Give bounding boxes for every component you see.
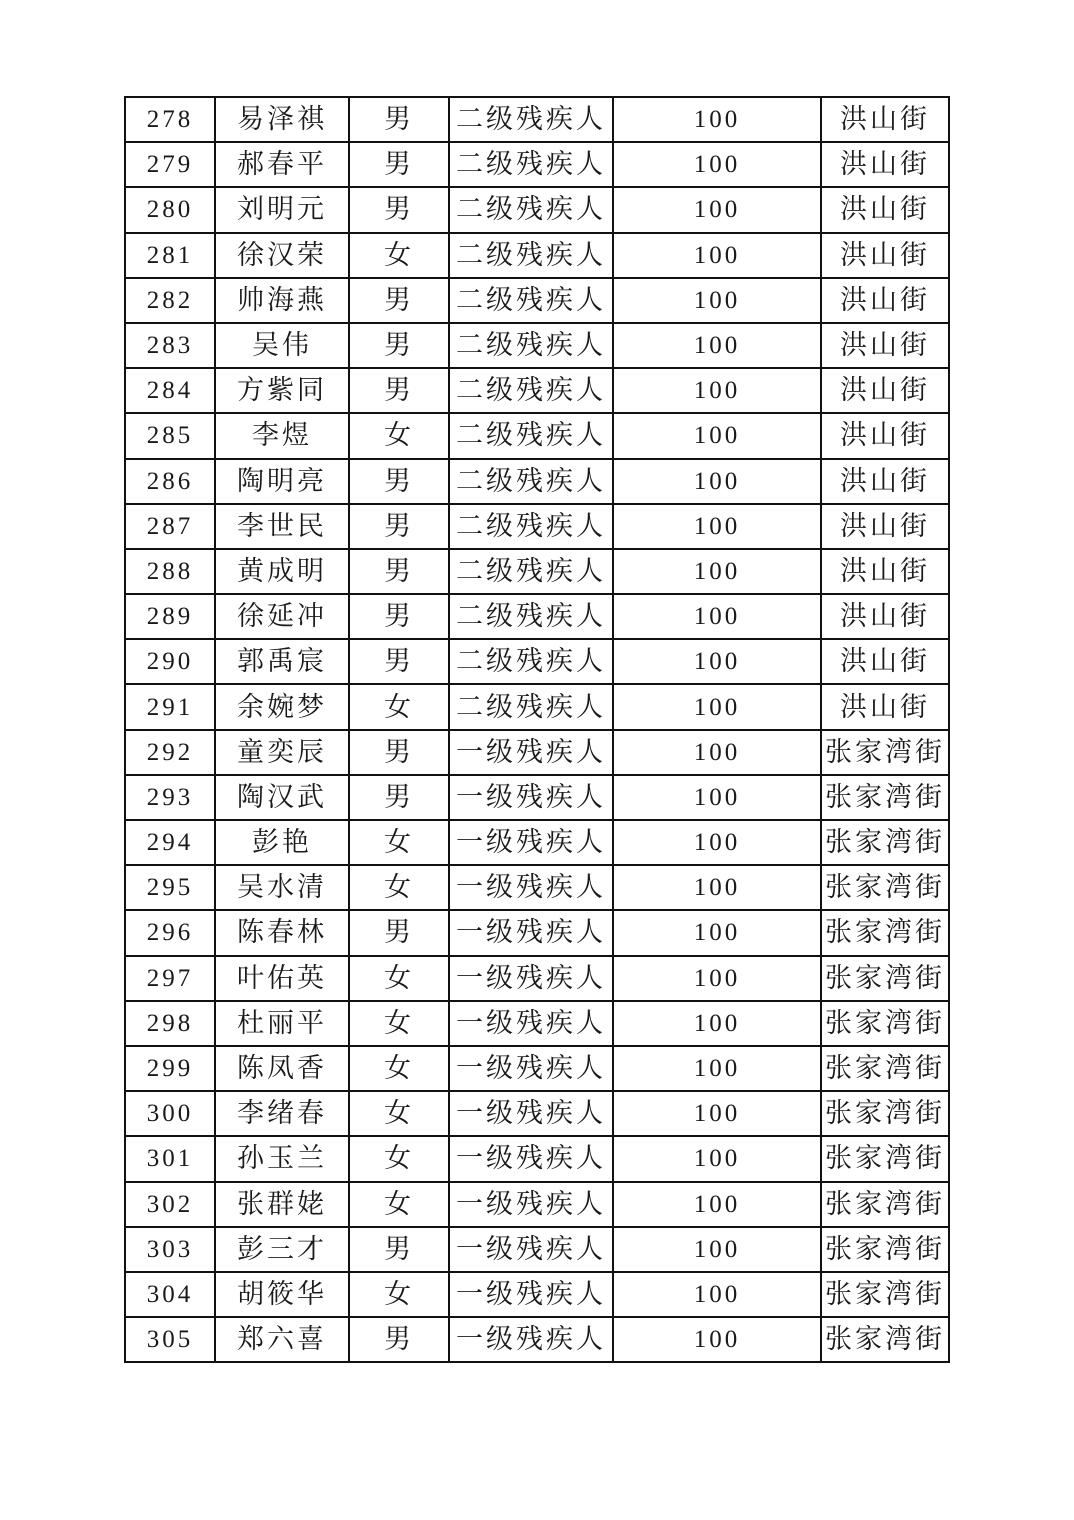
amount-cell: 100 bbox=[613, 594, 821, 639]
amount-cell: 100 bbox=[613, 1227, 821, 1272]
gender-cell: 男 bbox=[349, 504, 449, 549]
street-cell: 洪山街 bbox=[821, 459, 949, 504]
row-number-cell: 302 bbox=[125, 1182, 215, 1227]
gender-cell: 女 bbox=[349, 233, 449, 278]
amount-cell: 100 bbox=[613, 142, 821, 187]
table-row bbox=[125, 820, 949, 865]
roster-body bbox=[125, 97, 949, 1362]
table-row bbox=[125, 1227, 949, 1272]
gender-cell: 男 bbox=[349, 639, 449, 684]
table-row bbox=[125, 1001, 949, 1046]
person-name-cell: 李绪春 bbox=[215, 1091, 349, 1136]
person-name-cell: 郝春平 bbox=[215, 142, 349, 187]
person-name-cell: 刘明元 bbox=[215, 187, 349, 232]
person-name-cell: 徐延冲 bbox=[215, 594, 349, 639]
disability-level-cell: 二级残疾人 bbox=[449, 368, 613, 413]
person-name-cell: 彭艳 bbox=[215, 820, 349, 865]
amount-cell: 100 bbox=[613, 187, 821, 232]
person-name-cell: 陶明亮 bbox=[215, 459, 349, 504]
street-cell: 张家湾街 bbox=[821, 730, 949, 775]
disability-level-cell: 一级残疾人 bbox=[449, 956, 613, 1001]
table-row bbox=[125, 956, 949, 1001]
disability-level-cell: 二级残疾人 bbox=[449, 323, 613, 368]
row-number-cell: 298 bbox=[125, 1001, 215, 1046]
row-number-cell: 285 bbox=[125, 413, 215, 458]
gender-cell: 男 bbox=[349, 775, 449, 820]
table-row bbox=[125, 1136, 949, 1181]
person-name-cell: 吴伟 bbox=[215, 323, 349, 368]
gender-cell: 男 bbox=[349, 323, 449, 368]
gender-cell: 女 bbox=[349, 1136, 449, 1181]
person-name-cell: 张群姥 bbox=[215, 1182, 349, 1227]
street-cell: 洪山街 bbox=[821, 187, 949, 232]
row-number-cell: 283 bbox=[125, 323, 215, 368]
person-name-cell: 帅海燕 bbox=[215, 278, 349, 323]
roster-table bbox=[124, 96, 950, 1363]
row-number-cell: 304 bbox=[125, 1272, 215, 1317]
person-name-cell: 童奕辰 bbox=[215, 730, 349, 775]
amount-cell: 100 bbox=[613, 910, 821, 955]
table-row bbox=[125, 730, 949, 775]
table-row bbox=[125, 459, 949, 504]
table-row bbox=[125, 233, 949, 278]
amount-cell: 100 bbox=[613, 1272, 821, 1317]
disability-level-cell: 一级残疾人 bbox=[449, 1272, 613, 1317]
disability-level-cell: 二级残疾人 bbox=[449, 594, 613, 639]
row-number-cell: 303 bbox=[125, 1227, 215, 1272]
amount-cell: 100 bbox=[613, 775, 821, 820]
table-row bbox=[125, 278, 949, 323]
row-number-cell: 290 bbox=[125, 639, 215, 684]
gender-cell: 女 bbox=[349, 1046, 449, 1091]
disability-level-cell: 一级残疾人 bbox=[449, 1091, 613, 1136]
street-cell: 洪山街 bbox=[821, 639, 949, 684]
gender-cell: 男 bbox=[349, 1227, 449, 1272]
gender-cell: 女 bbox=[349, 1091, 449, 1136]
amount-cell: 100 bbox=[613, 684, 821, 729]
row-number-cell: 293 bbox=[125, 775, 215, 820]
table-row bbox=[125, 1317, 949, 1362]
disability-level-cell: 一级残疾人 bbox=[449, 1227, 613, 1272]
gender-cell: 女 bbox=[349, 865, 449, 910]
row-number-cell: 299 bbox=[125, 1046, 215, 1091]
gender-cell: 女 bbox=[349, 956, 449, 1001]
street-cell: 洪山街 bbox=[821, 233, 949, 278]
disability-level-cell: 二级残疾人 bbox=[449, 413, 613, 458]
disability-level-cell: 二级残疾人 bbox=[449, 504, 613, 549]
street-cell: 张家湾街 bbox=[821, 1001, 949, 1046]
row-number-cell: 278 bbox=[125, 97, 215, 142]
amount-cell: 100 bbox=[613, 1317, 821, 1362]
row-number-cell: 295 bbox=[125, 865, 215, 910]
row-number-cell: 294 bbox=[125, 820, 215, 865]
table-row bbox=[125, 142, 949, 187]
street-cell: 洪山街 bbox=[821, 594, 949, 639]
table-row bbox=[125, 1091, 949, 1136]
table-row bbox=[125, 865, 949, 910]
disability-level-cell: 二级残疾人 bbox=[449, 278, 613, 323]
table-row bbox=[125, 549, 949, 594]
disability-level-cell: 一级残疾人 bbox=[449, 865, 613, 910]
disability-level-cell: 二级残疾人 bbox=[449, 233, 613, 278]
row-number-cell: 291 bbox=[125, 684, 215, 729]
table-row bbox=[125, 1046, 949, 1091]
street-cell: 洪山街 bbox=[821, 684, 949, 729]
gender-cell: 男 bbox=[349, 142, 449, 187]
amount-cell: 100 bbox=[613, 639, 821, 684]
street-cell: 张家湾街 bbox=[821, 1182, 949, 1227]
street-cell: 张家湾街 bbox=[821, 775, 949, 820]
amount-cell: 100 bbox=[613, 1182, 821, 1227]
amount-cell: 100 bbox=[613, 549, 821, 594]
street-cell: 张家湾街 bbox=[821, 820, 949, 865]
disability-level-cell: 一级残疾人 bbox=[449, 730, 613, 775]
street-cell: 洪山街 bbox=[821, 97, 949, 142]
person-name-cell: 方紫同 bbox=[215, 368, 349, 413]
person-name-cell: 叶佑英 bbox=[215, 956, 349, 1001]
table-row bbox=[125, 368, 949, 413]
row-number-cell: 286 bbox=[125, 459, 215, 504]
table-row bbox=[125, 775, 949, 820]
amount-cell: 100 bbox=[613, 1001, 821, 1046]
table-row bbox=[125, 97, 949, 142]
row-number-cell: 288 bbox=[125, 549, 215, 594]
gender-cell: 女 bbox=[349, 684, 449, 729]
row-number-cell: 297 bbox=[125, 956, 215, 1001]
person-name-cell: 吴水清 bbox=[215, 865, 349, 910]
disability-level-cell: 二级残疾人 bbox=[449, 97, 613, 142]
table-row bbox=[125, 639, 949, 684]
person-name-cell: 陶汉武 bbox=[215, 775, 349, 820]
disability-level-cell: 二级残疾人 bbox=[449, 187, 613, 232]
table-row bbox=[125, 594, 949, 639]
disability-level-cell: 一级残疾人 bbox=[449, 1046, 613, 1091]
street-cell: 张家湾街 bbox=[821, 956, 949, 1001]
street-cell: 洪山街 bbox=[821, 504, 949, 549]
gender-cell: 男 bbox=[349, 1317, 449, 1362]
person-name-cell: 陈凤香 bbox=[215, 1046, 349, 1091]
disability-level-cell: 一级残疾人 bbox=[449, 1136, 613, 1181]
row-number-cell: 301 bbox=[125, 1136, 215, 1181]
gender-cell: 男 bbox=[349, 368, 449, 413]
gender-cell: 男 bbox=[349, 278, 449, 323]
person-name-cell: 陈春林 bbox=[215, 910, 349, 955]
table-row bbox=[125, 504, 949, 549]
gender-cell: 男 bbox=[349, 97, 449, 142]
gender-cell: 女 bbox=[349, 1001, 449, 1046]
disability-level-cell: 二级残疾人 bbox=[449, 142, 613, 187]
person-name-cell: 杜丽平 bbox=[215, 1001, 349, 1046]
amount-cell: 100 bbox=[613, 97, 821, 142]
disability-level-cell: 一级残疾人 bbox=[449, 1001, 613, 1046]
gender-cell: 男 bbox=[349, 187, 449, 232]
disability-level-cell: 二级残疾人 bbox=[449, 549, 613, 594]
street-cell: 洪山街 bbox=[821, 368, 949, 413]
gender-cell: 男 bbox=[349, 730, 449, 775]
amount-cell: 100 bbox=[613, 1136, 821, 1181]
person-name-cell: 胡筱华 bbox=[215, 1272, 349, 1317]
gender-cell: 男 bbox=[349, 549, 449, 594]
street-cell: 洪山街 bbox=[821, 413, 949, 458]
street-cell: 洪山街 bbox=[821, 323, 949, 368]
amount-cell: 100 bbox=[613, 820, 821, 865]
amount-cell: 100 bbox=[613, 504, 821, 549]
row-number-cell: 287 bbox=[125, 504, 215, 549]
person-name-cell: 彭三才 bbox=[215, 1227, 349, 1272]
person-name-cell: 李世民 bbox=[215, 504, 349, 549]
row-number-cell: 296 bbox=[125, 910, 215, 955]
gender-cell: 女 bbox=[349, 820, 449, 865]
row-number-cell: 289 bbox=[125, 594, 215, 639]
table-row bbox=[125, 323, 949, 368]
person-name-cell: 余婉梦 bbox=[215, 684, 349, 729]
street-cell: 洪山街 bbox=[821, 142, 949, 187]
person-name-cell: 徐汉荣 bbox=[215, 233, 349, 278]
gender-cell: 女 bbox=[349, 413, 449, 458]
row-number-cell: 281 bbox=[125, 233, 215, 278]
gender-cell: 女 bbox=[349, 1272, 449, 1317]
row-number-cell: 284 bbox=[125, 368, 215, 413]
amount-cell: 100 bbox=[613, 1046, 821, 1091]
disability-level-cell: 二级残疾人 bbox=[449, 639, 613, 684]
amount-cell: 100 bbox=[613, 865, 821, 910]
row-number-cell: 279 bbox=[125, 142, 215, 187]
row-number-cell: 305 bbox=[125, 1317, 215, 1362]
street-cell: 洪山街 bbox=[821, 549, 949, 594]
amount-cell: 100 bbox=[613, 956, 821, 1001]
row-number-cell: 282 bbox=[125, 278, 215, 323]
street-cell: 张家湾街 bbox=[821, 1227, 949, 1272]
disability-level-cell: 一级残疾人 bbox=[449, 775, 613, 820]
street-cell: 张家湾街 bbox=[821, 910, 949, 955]
disability-level-cell: 一级残疾人 bbox=[449, 1182, 613, 1227]
street-cell: 洪山街 bbox=[821, 278, 949, 323]
amount-cell: 100 bbox=[613, 730, 821, 775]
table-row bbox=[125, 413, 949, 458]
amount-cell: 100 bbox=[613, 323, 821, 368]
person-name-cell: 孙玉兰 bbox=[215, 1136, 349, 1181]
disability-level-cell: 一级残疾人 bbox=[449, 910, 613, 955]
row-number-cell: 300 bbox=[125, 1091, 215, 1136]
amount-cell: 100 bbox=[613, 368, 821, 413]
person-name-cell: 李煜 bbox=[215, 413, 349, 458]
gender-cell: 男 bbox=[349, 910, 449, 955]
person-name-cell: 郭禹宸 bbox=[215, 639, 349, 684]
table-row bbox=[125, 910, 949, 955]
table-row bbox=[125, 684, 949, 729]
street-cell: 张家湾街 bbox=[821, 865, 949, 910]
person-name-cell: 郑六喜 bbox=[215, 1317, 349, 1362]
disability-level-cell: 二级残疾人 bbox=[449, 459, 613, 504]
person-name-cell: 易泽祺 bbox=[215, 97, 349, 142]
gender-cell: 男 bbox=[349, 594, 449, 639]
table-row bbox=[125, 1182, 949, 1227]
table-row bbox=[125, 1272, 949, 1317]
street-cell: 张家湾街 bbox=[821, 1046, 949, 1091]
gender-cell: 女 bbox=[349, 1182, 449, 1227]
disability-level-cell: 一级残疾人 bbox=[449, 1317, 613, 1362]
amount-cell: 100 bbox=[613, 1091, 821, 1136]
amount-cell: 100 bbox=[613, 233, 821, 278]
disability-level-cell: 一级残疾人 bbox=[449, 820, 613, 865]
amount-cell: 100 bbox=[613, 413, 821, 458]
row-number-cell: 292 bbox=[125, 730, 215, 775]
row-number-cell: 280 bbox=[125, 187, 215, 232]
street-cell: 张家湾街 bbox=[821, 1272, 949, 1317]
street-cell: 张家湾街 bbox=[821, 1317, 949, 1362]
street-cell: 张家湾街 bbox=[821, 1091, 949, 1136]
person-name-cell: 黄成明 bbox=[215, 549, 349, 594]
gender-cell: 男 bbox=[349, 459, 449, 504]
table-row bbox=[125, 187, 949, 232]
amount-cell: 100 bbox=[613, 459, 821, 504]
street-cell: 张家湾街 bbox=[821, 1136, 949, 1181]
amount-cell: 100 bbox=[613, 278, 821, 323]
disability-level-cell: 二级残疾人 bbox=[449, 684, 613, 729]
